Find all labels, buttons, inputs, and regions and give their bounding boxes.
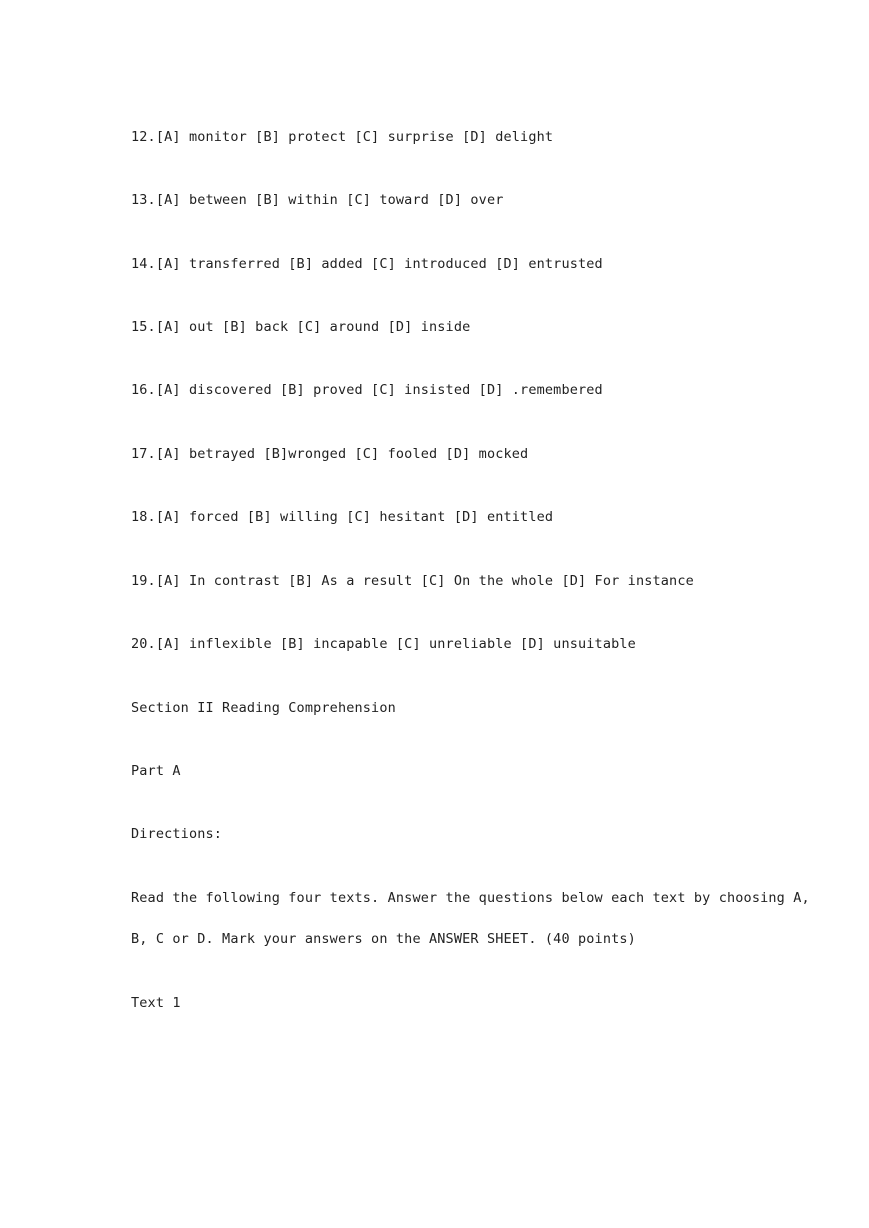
question-12: 12.[A] monitor [B] protect [C] surprise [D] delight [131, 129, 554, 145]
question-18: 18.[A] forced [B] willing [C] hesitant [D] entitled [131, 509, 554, 525]
directions-text-line-1: Read the following four texts. Answer the questions below each text by choosing A, [131, 890, 810, 906]
question-13: 13.[A] between [B] within [C] toward [D] over [131, 192, 504, 208]
question-16: 16.[A] discovered [B] proved [C] insisted [D] .remembered [131, 382, 603, 398]
question-17: 17.[A] betrayed [B]wronged [C] fooled [D] mocked [131, 446, 529, 462]
directions-text-line-2: B, C or D. Mark your answers on the ANSWER SHEET. (40 points) [131, 931, 636, 947]
part-title: Part A [131, 763, 181, 779]
section-title: Section II Reading Comprehension [131, 700, 396, 716]
question-14: 14.[A] transferred [B] added [C] introduced [D] entrusted [131, 256, 603, 272]
question-15: 15.[A] out [B] back [C] around [D] inside [131, 319, 471, 335]
question-19: 19.[A] In contrast [B] As a result [C] On the whole [D] For instance [131, 573, 694, 589]
text-heading: Text 1 [131, 995, 181, 1011]
directions-label: Directions: [131, 826, 223, 842]
question-20: 20.[A] inflexible [B] incapable [C] unreliable [D] unsuitable [131, 636, 636, 652]
